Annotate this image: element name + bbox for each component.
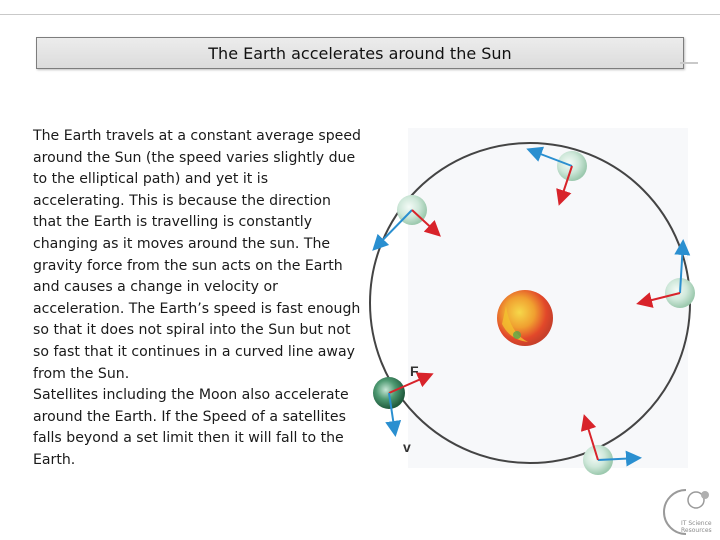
diagram-backdrop — [408, 128, 688, 468]
force-label: F — [410, 363, 419, 379]
title-rule-extension — [680, 62, 698, 64]
velocity-label: v — [403, 439, 411, 455]
body-paragraph: The Earth travels at a constant average speed around the Sun (the speed varies slightly due to the elliptical path) and yet it is accelerating. This is because the direction that the Earth is travelling is constantly changing as it moves around the sun. The gravity force from the sun acts on the Earth and causes a change in velocity or acceleration. The Earth’s speed is fast enough so that it does not spiral into the Sun but not so fast that it continues in a curved line away from the Sun. Satellites including the Moon also accelerate around the Earth. If the Speed of a satellites falls beyond a set limit then it will fall to the Earth. — [33, 128, 361, 468]
publisher-logo-text — [681, 520, 712, 534]
logo-line-2: Resources — [681, 527, 712, 534]
slide-title: The Earth accelerates around the Sun — [208, 43, 512, 63]
logo-line-1: IT Science — [681, 520, 712, 527]
earth-orbit-diagram — [360, 128, 710, 493]
sun — [497, 290, 553, 346]
slide-title-box — [36, 37, 684, 69]
velocity-arrow — [375, 210, 412, 248]
